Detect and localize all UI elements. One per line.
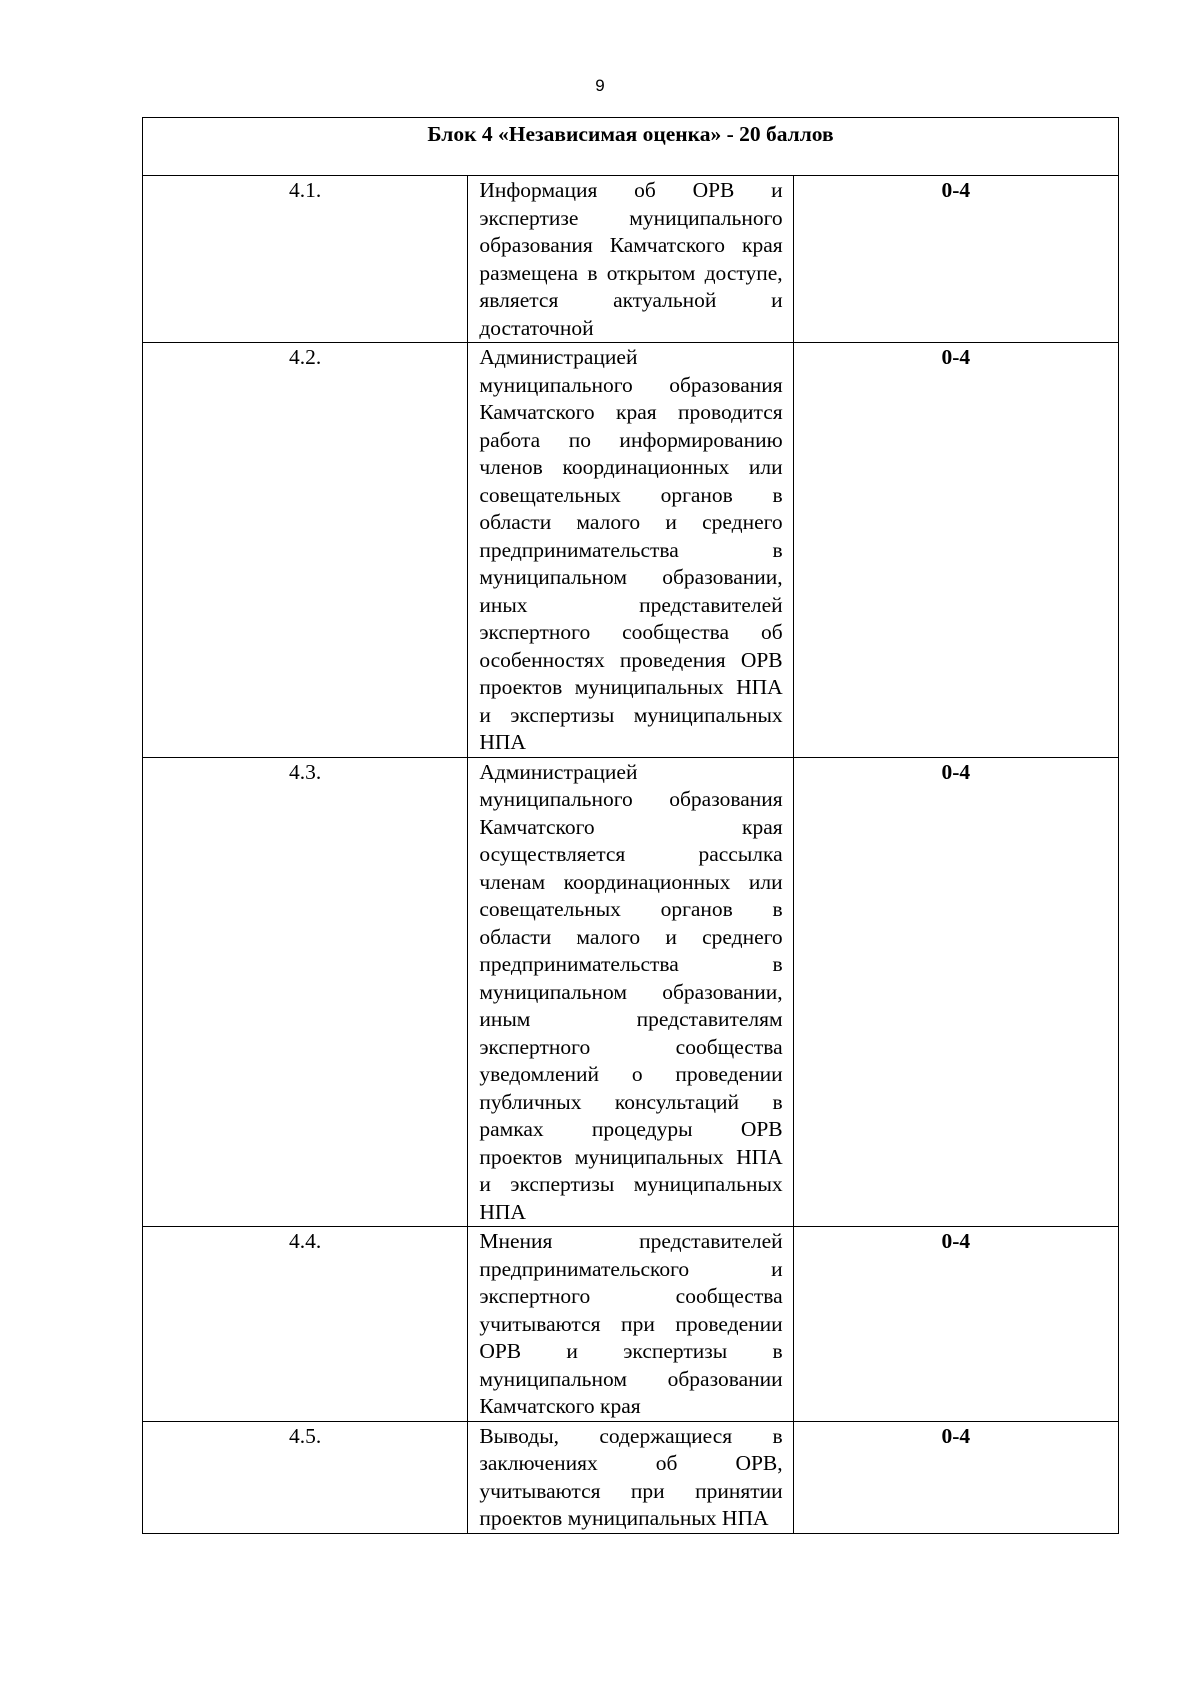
row-number: 4.2. [143,343,468,758]
row-score: 0-4 [793,343,1118,758]
row-number: 4.5. [143,1421,468,1533]
table-row [143,757,1119,1227]
block-header-row [143,118,1119,176]
criteria-table [142,117,1119,1534]
row-description: Администрацией муниципального образования Камчатского края проводится работа по информированию членов координационных или совещательных органов в области малого и среднего предпринимательства в муниципальном образовании, иных представителей экспертного сообщества об особенностях проведения ОРВ проектов муниципальных НПА и экспертизы муниципальных НПА [468,343,793,758]
row-number: 4.3. [143,757,468,1227]
row-description: Выводы, содержащиеся в заключениях об ОРВ, учитываются при принятии проектов муниципальных НПА [468,1421,793,1533]
row-score: 0-4 [793,1227,1118,1422]
row-score: 0-4 [793,176,1118,343]
table-row [143,1227,1119,1422]
row-description: Мнения представителей предпринимательского и экспертного сообщества учитываются при проведении ОРВ и экспертизы в муниципальном образовании Камчатского края [468,1227,793,1422]
page-number: 9 [595,76,605,95]
row-number: 4.1. [143,176,468,343]
block-title: Блок 4 «Независимая оценка» - 20 баллов [143,118,1119,176]
row-description: Администрацией муниципального образования Камчатского края осуществляется рассылка членам координационных или совещательных органов в области малого и среднего предпринимательства в муниципальном образовании, иным представителям экспертного сообщества уведомлений о проведении публичных консультаций в рамках процедуры ОРВ проектов муниципальных НПА и экспертизы муниципальных НПА [468,757,793,1227]
row-description: Информация об ОРВ и экспертизе муниципального образования Камчатского края размещена в открытом доступе, является актуальной и достаточной [468,176,793,343]
row-score: 0-4 [793,757,1118,1227]
row-score: 0-4 [793,1421,1118,1533]
table-row [143,1421,1119,1533]
table-row [143,343,1119,758]
row-number: 4.4. [143,1227,468,1422]
table-row [143,176,1119,343]
